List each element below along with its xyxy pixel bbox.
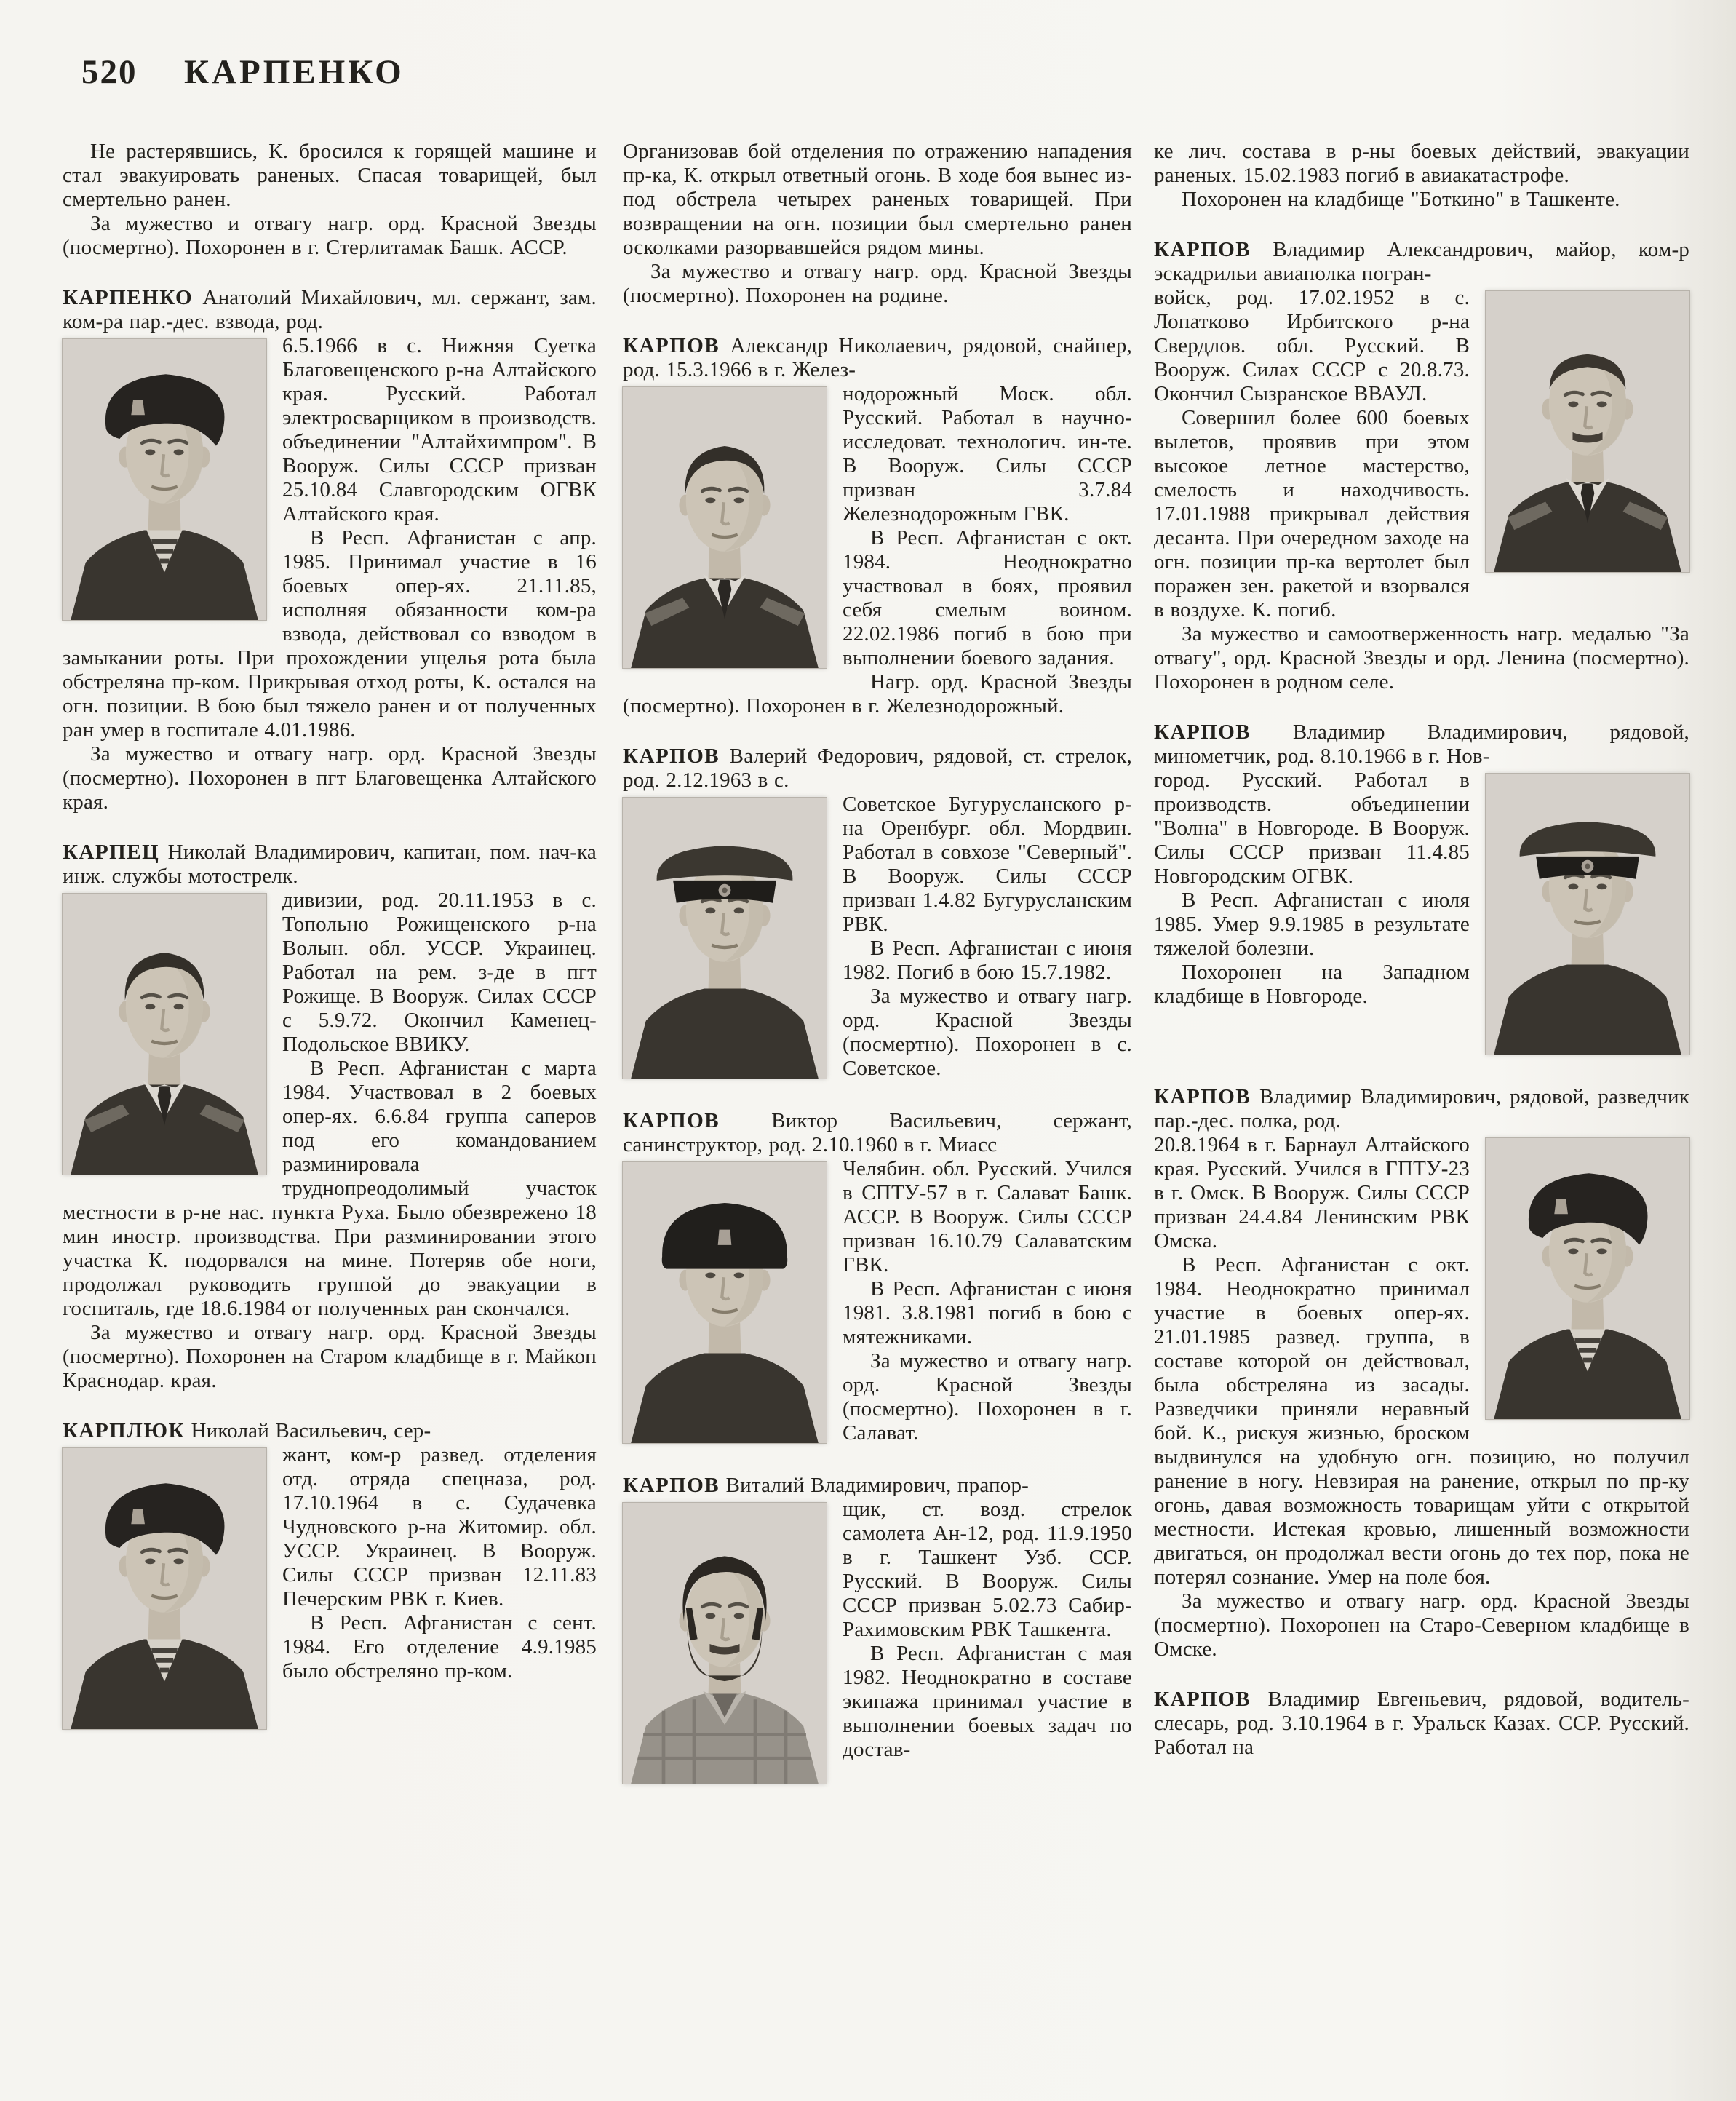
entry-paragraph: В Респ. Афганистан с окт. 1984. Неоднократно участвовал в боях, проявил себя смелым воином. 22.02.1986 погиб в бою при выполнении боевого задания. xyxy=(843,526,1132,670)
entry-heading: КАРПЛЮК Николай Васильевич, сер- xyxy=(63,1419,431,1442)
running-head: КАРПЕНКО xyxy=(184,53,405,91)
entry-paragraph: жант, ком-р развед. отделения отд. отряда спецназа, род. 17.10.1964 в с. Судачевка Чудновского р-на Житомир. обл. УССР. Украинец. В Вооруж. Силы СССР призван 12.11.83 Печерским РВК г. Киев. xyxy=(282,1443,597,1610)
entry-paragraph: щик, ст. возд. стрелок самолета Ан-12, род. 11.9.1950 в г. Ташкент Узб. ССР. Русский. В Вооруж. Силы СССР призван 5.02.73 Сабир-Рахимовским РВК Ташкента. xyxy=(843,1498,1132,1641)
entry-heading: КАРПЕЦ Николай Владимирович, капитан, пом. нач-ка инж. службы мотострелк. xyxy=(63,841,597,888)
entry-surname: КАРПОВ xyxy=(623,334,720,357)
entry-karpov-vladimir-evgenyevich xyxy=(1154,1688,1689,1760)
entry-surname: КАРПОВ xyxy=(623,744,720,768)
entry-heading: КАРПОВ Владимир Владимирович, рядовой, минометчик, род. 8.10.1966 в г. Нов- xyxy=(1154,720,1689,768)
continuation-paragraph: За мужество и отвагу нагр. орд. Красной Звезды (посмертно). Похоронен в г. Стерлитамак Башк. АССР. xyxy=(63,212,597,259)
entry-karpets-nikolay xyxy=(63,841,597,1393)
portrait-photo-karpov-vladimir-aleksandrovich xyxy=(1486,291,1689,572)
entry-paragraph: В Респ. Афганистан с апр. 1985. Принимал участие в 16 боевых опер-ях. 21.11.85, исполняя обязанности ком-ра взвода, действовал со взводом в замыкании роты. При прохождении ущелья рота была обстреляна пр-ком. Прикрывая отход роты, К. остался на огн. позиции. В бою был тяжело ранен и от полученных ран умер в госпитале 4.01.1986. xyxy=(63,526,597,742)
entry-surname: КАРПЕЦ xyxy=(63,841,160,864)
continuation-paragraph: Не растерявшись, К. бросился к горящей машине и стал эвакуировать раненых. Спасая товарищей, был смертельно ранен. xyxy=(63,140,597,211)
entry-karpov-vladimir-vladimirovich-1 xyxy=(1154,720,1689,1059)
text-column-1 xyxy=(63,140,597,1733)
entry-heading: КАРПОВ Владимир Евгеньевич, рядовой, водитель-слесарь, род. 3.10.1964 в г. Уральск Казах. ССР. Русский. Работал на xyxy=(1154,1688,1689,1759)
entry-karpenko-anatoliy xyxy=(63,286,597,814)
entry-heading: КАРПОВ Виктор Васильевич, сержант, санинструктор, род. 2.10.1960 в г. Миасс xyxy=(623,1109,1132,1156)
entry-paragraph: За мужество и отвагу нагр. орд. Красной Звезды (посмертно). Похоронен на Старом кладбище в г. Майкоп Краснодар. края. xyxy=(63,1321,597,1392)
entry-paragraph: 20.8.1964 в г. Барнаул Алтайского края. Русский. Учился в ГПТУ-23 в г. Омск. В Вооруж. Силы СССР призван 24.4.84 Ленинским РВК Омска. xyxy=(1154,1133,1470,1252)
entry-paragraph: За мужество и отвагу нагр. орд. Красной Звезды (посмертно). Похоронен в г. Салават. xyxy=(843,1349,1132,1445)
entry-surname: КАРПОВ xyxy=(623,1474,720,1497)
entry-paragraph: 6.5.1966 в с. Нижняя Суетка Благовещенского р-на Алтайского края. Русский. Работал электросварщиком в производств. объединении "Алтайхимпром". В Вооруж. Силы СССР призван 25.10.84 Славгородским ОГВК Алтайского края. xyxy=(282,334,597,525)
entry-surname: КАРПОВ xyxy=(1154,720,1251,744)
entry-karpov-viktor xyxy=(623,1109,1132,1447)
text-column-3 xyxy=(1154,140,1689,1760)
entry-paragraph: В Респ. Афганистан с марта 1984. Участвовал в 2 боевых опер-ях. 6.6.84 группа саперов под его командованием разминировала труднопреодолимый участок местности в р-не нас. пункта Руха. Было обезврежено 18 мин иностр. производства. При разминировании этого участка К. подорвался на мине. Потеряв обе ноги, продолжал руководить группой до эвакуации в госпиталь, где 18.6.1984 от полученных ран скончался. xyxy=(63,1057,597,1320)
entry-paragraph: город. Русский. Работал в производств. объединении "Волна" в Новгороде. В Вооруж. Силы СССР призван 11.4.85 Новгородским ОГВК. xyxy=(1154,768,1470,888)
entry-paragraph: войск, род. 17.02.1952 в с. Лопатково Ирбитского р-на Свердлов. обл. Русский. В Вооруж. Силах СССР с 20.8.73. Окончил Сызранское ВВАУЛ. xyxy=(1154,286,1470,405)
entry-paragraph: За мужество и самоотверженность нагр. медалью "За отвагу", орд. Красной Звезды и орд. Ленина (посмертно). Похоронен в родном селе. xyxy=(1154,622,1689,694)
entry-paragraph: В Респ. Афганистан с июня 1982. Погиб в бою 15.7.1982. xyxy=(843,937,1132,984)
entry-karpov-aleksandr xyxy=(623,334,1132,718)
entry-paragraph: нодорожный Моск. обл. Русский. Работал в научно-исследоват. технологич. ин-те. В Вооруж. Силы СССР призван 3.7.84 Железнодорожным ГВК. xyxy=(843,382,1132,525)
entry-karpov-valeriy xyxy=(623,744,1132,1083)
text-column-2 xyxy=(623,140,1132,1788)
entry-paragraph: Челябин. обл. Русский. Учился в СПТУ-57 в г. Салават Башк. АССР. В Вооруж. Силы СССР призван 16.10.79 Салаватским ГВК. xyxy=(843,1157,1132,1276)
portrait-photo-karpets-nikolay xyxy=(63,894,266,1175)
continuation-paragraph: Организовав бой отделения по отражению нападения пр-ка, К. открыл ответный огонь. В ходе боя вынес из-под обстрела четырех раненых товарищей. При возвращении на огн. позиции был смертельно ранен осколками разорвавшейся рядом мины. xyxy=(623,140,1132,259)
portrait-photo-karpov-vladimir-vladimirovich-2 xyxy=(1486,1138,1689,1419)
entry-paragraph: В Респ. Афганистан с мая 1982. Неоднократно в составе экипажа принимал участие в выполнении боевых задач по достав- xyxy=(843,1642,1132,1761)
entry-heading: КАРПОВ Владимир Владимирович, рядовой, разведчик пар.-дес. полка, род. xyxy=(1154,1085,1689,1132)
continuation-paragraph: Похоронен на кладбище "Боткино" в Ташкенте. xyxy=(1182,188,1620,211)
entry-paragraph: В Респ. Афганистан с июня 1981. 3.8.1981 погиб в бою с мятежниками. xyxy=(843,1277,1132,1349)
portrait-photo-karpov-vladimir-vladimirovich-1 xyxy=(1486,774,1689,1055)
entry-karplyuk-nikolay xyxy=(63,1419,597,1733)
continuation-paragraph: ке лич. состава в р-ны боевых действий, эвакуации раненых. 15.02.1983 погиб в авиакатастрофе. xyxy=(1154,140,1689,187)
entry-heading: КАРПЕНКО Анатолий Михайлович, мл. сержант, зам. ком-ра пар.-дес. взвода, род. xyxy=(63,286,597,333)
portrait-photo-karpenko-anatoliy xyxy=(63,339,266,620)
entry-karpov-vladimir-aleksandrovich xyxy=(1154,238,1689,694)
portrait-photo-karpov-vitaliy xyxy=(623,1503,827,1784)
entry-heading: КАРПОВ Виталий Владимирович, прапор- xyxy=(623,1474,1029,1497)
entry-paragraph: Нагр. орд. Красной Звезды (посмертно). Похоронен в г. Железнодорожный. xyxy=(623,670,1132,718)
continuation-paragraph: За мужество и отвагу нагр. орд. Красной Звезды (посмертно). Похоронен на родине. xyxy=(623,260,1132,307)
entry-paragraph: В Респ. Афганистан с сент. 1984. Его отделение 4.9.1985 было обстреляно пр-ком. xyxy=(282,1611,597,1683)
entry-paragraph: дивизии, род. 20.11.1953 в с. Топольно Рожищенского р-на Волын. обл. УССР. Украинец. Работал на рем. з-де в пгт Рожище. В Вооруж. Силах СССР с 5.9.72. Окончил Каменец-Подольское ВВИКУ. xyxy=(282,889,597,1056)
portrait-photo-karpov-valeriy xyxy=(623,798,827,1079)
entry-paragraph: Совершил более 600 боевых вылетов, проявив при этом высокое летное мастерство, смелость и находчивость. 17.01.1988 прикрывал действия десанта. При очередном заходе на огн. позиции пр-ка вертолет был поражен зен. ракетой и взорвался в воздухе. К. погиб. xyxy=(1154,406,1470,621)
entry-paragraph: В Респ. Афганистан с июля 1985. Умер 9.9.1985 в результате тяжелой болезни. xyxy=(1154,889,1470,960)
entry-surname: КАРПОВ xyxy=(1154,1085,1251,1108)
entry-paragraph: Похоронен на Западном кладбище в Новгороде. xyxy=(1154,961,1470,1008)
entry-karpov-vitaliy xyxy=(623,1474,1132,1788)
entry-heading: КАРПОВ Валерий Федорович, рядовой, ст. стрелок, род. 2.12.1963 в с. xyxy=(623,744,1132,792)
entry-surname: КАРПОВ xyxy=(1154,1688,1251,1711)
entry-paragraph: За мужество и отвагу нагр. орд. Красной Звезды (посмертно). Похоронен в с. Советское. xyxy=(843,985,1132,1080)
entry-karpov-vladimir-vladimirovich-2 xyxy=(1154,1085,1689,1661)
portrait-photo-karplyuk-nikolay xyxy=(63,1448,266,1729)
entry-paragraph: За мужество и отвагу нагр. орд. Красной Звезды (посмертно). Похоронен в пгт Благовещенка Алтайского края. xyxy=(63,742,597,814)
entry-heading: КАРПОВ Александр Николаевич, рядовой, снайпер, род. 15.3.1966 в г. Желез- xyxy=(623,334,1132,381)
portrait-photo-karpov-aleksandr xyxy=(623,387,827,668)
portrait-photo-karpov-viktor xyxy=(623,1162,827,1443)
entry-surname: КАРПЕНКО xyxy=(63,286,194,309)
entry-surname: КАРПОВ xyxy=(623,1109,720,1132)
entry-heading: КАРПОВ Владимир Александрович, майор, ком-р эскадрильи авиаполка погран- xyxy=(1154,238,1689,285)
entry-surname: КАРПЛЮК xyxy=(63,1419,186,1442)
entry-paragraph: Советское Бугурусланского р-на Оренбург. обл. Мордвин. Работал в совхозе "Северный". В Вооруж. Силы СССР призван 1.4.82 Бугурусланским РВК. xyxy=(843,793,1132,936)
entry-paragraph: За мужество и отвагу нагр. орд. Красной Звезды (посмертно). Похоронен на Старо-Северном кладбище в Омске. xyxy=(1154,1589,1689,1661)
page-number: 520 xyxy=(81,53,138,91)
entry-paragraph: В Респ. Афганистан с окт. 1984. Неоднократно принимал участие в боевых опер-ях. 21.01.1985 развед. группа, в составе которой он действовал, была обстреляна из засады. Разведчики приняли неравный бой. К., рискуя жизнью, броском выдвинулся на удобную огн. позицию, но получил ранение в ногу. Невзирая на ранение, открыл по пр-ку огонь, давая возможность товарищам уйти с открытой местности. Истекая кровью, лишенный возможности двигаться, он продолжал вести огонь до тех пор, пока не потерял сознание. Умер на поле боя. xyxy=(1154,1253,1689,1589)
entry-surname: КАРПОВ xyxy=(1154,238,1251,261)
